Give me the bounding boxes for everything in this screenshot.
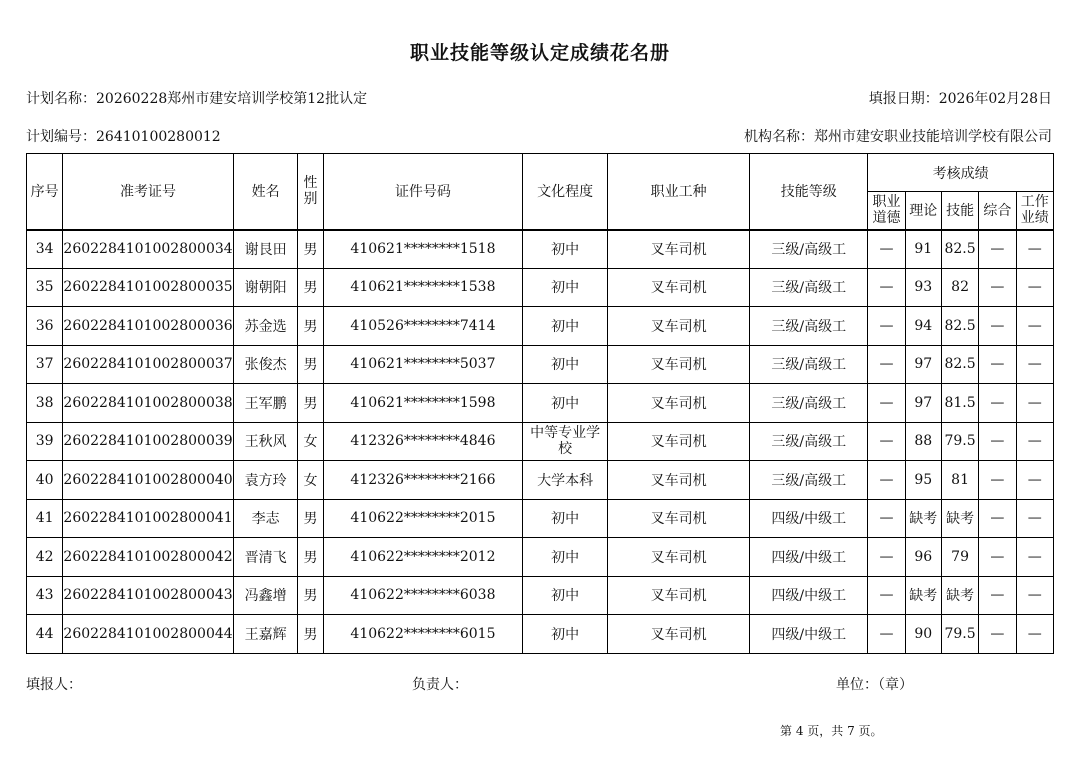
cell-ticket: 2602284101002800037	[63, 345, 233, 384]
cell-overall: —	[979, 576, 1016, 615]
cell-skill: 82	[941, 268, 978, 307]
cell-level: 四级/中级工	[750, 538, 868, 577]
table-row	[27, 499, 1054, 538]
cell-job: 叉车司机	[608, 307, 750, 346]
header-job: 职业工种	[608, 154, 750, 230]
cell-seq: 36	[27, 307, 63, 346]
table-row	[27, 268, 1054, 307]
cell-seq: 37	[27, 345, 63, 384]
cell-overall: —	[979, 345, 1016, 384]
cell-theory: 95	[905, 461, 941, 500]
cell-job: 叉车司机	[608, 461, 750, 500]
header-seq: 序号	[27, 154, 63, 230]
cell-work: —	[1016, 345, 1053, 384]
cell-job: 叉车司机	[608, 268, 750, 307]
table-body	[27, 230, 1054, 654]
cell-name: 王军鹏	[233, 384, 298, 423]
cell-work: —	[1016, 384, 1053, 423]
header-overall: 综合	[979, 192, 1016, 230]
cell-gender: 男	[298, 615, 323, 654]
plan-name: 计划名称：20260228郑州市建安培训学校第12批认定	[26, 91, 368, 107]
cell-job: 叉车司机	[608, 345, 750, 384]
cell-job: 叉车司机	[608, 576, 750, 615]
cell-ticket: 2602284101002800043	[63, 576, 233, 615]
cell-id-no: 410622********2015	[323, 499, 523, 538]
cell-ticket: 2602284101002800044	[63, 615, 233, 654]
cell-level: 三级/高级工	[750, 268, 868, 307]
cell-name: 谢朝阳	[233, 268, 298, 307]
cell-work: —	[1016, 576, 1053, 615]
table-row	[27, 230, 1054, 269]
cell-gender: 女	[298, 422, 323, 461]
cell-work: —	[1016, 422, 1053, 461]
cell-skill: 81.5	[941, 384, 978, 423]
cell-work: —	[1016, 538, 1053, 577]
cell-name: 袁方玲	[233, 461, 298, 500]
cell-skill: 81	[941, 461, 978, 500]
cell-theory: 94	[905, 307, 941, 346]
cell-education: 大学本科	[523, 461, 608, 500]
cell-work: —	[1016, 461, 1053, 500]
cell-ticket: 2602284101002800041	[63, 499, 233, 538]
cell-education: 初中	[523, 576, 608, 615]
cell-work: —	[1016, 307, 1053, 346]
cell-ethics: —	[868, 268, 905, 307]
cell-name: 王秋风	[233, 422, 298, 461]
header-scores: 考核成绩	[868, 154, 1054, 192]
cell-overall: —	[979, 307, 1016, 346]
cell-ethics: —	[868, 307, 905, 346]
header-name: 姓名	[233, 154, 298, 230]
table-row	[27, 615, 1054, 654]
cell-ticket: 2602284101002800039	[63, 422, 233, 461]
header-skill: 技能	[941, 192, 978, 230]
table-row	[27, 461, 1054, 500]
cell-ethics: —	[868, 230, 905, 269]
cell-level: 三级/高级工	[750, 307, 868, 346]
cell-education: 初中	[523, 384, 608, 423]
cell-education: 初中	[523, 615, 608, 654]
cell-name: 王嘉辉	[233, 615, 298, 654]
cell-job: 叉车司机	[608, 230, 750, 269]
cell-overall: —	[979, 461, 1016, 500]
cell-level: 三级/高级工	[750, 230, 868, 269]
cell-gender: 男	[298, 345, 323, 384]
cell-gender: 男	[298, 268, 323, 307]
header-ticket: 准考证号	[63, 154, 233, 230]
table-row	[27, 307, 1054, 346]
cell-seq: 41	[27, 499, 63, 538]
cell-name: 冯鑫增	[233, 576, 298, 615]
cell-theory: 93	[905, 268, 941, 307]
cell-skill: 82.5	[941, 230, 978, 269]
header-gender: 性别	[298, 154, 323, 230]
cell-overall: —	[979, 422, 1016, 461]
cell-name: 晋清飞	[233, 538, 298, 577]
cell-skill: 82.5	[941, 307, 978, 346]
cell-work: —	[1016, 268, 1053, 307]
cell-ticket: 2602284101002800036	[63, 307, 233, 346]
cell-name: 苏金选	[233, 307, 298, 346]
cell-theory: 91	[905, 230, 941, 269]
cell-gender: 男	[298, 384, 323, 423]
cell-id-no: 412326********2166	[323, 461, 523, 500]
cell-work: —	[1016, 615, 1053, 654]
table-row	[27, 538, 1054, 577]
table-row	[27, 384, 1054, 423]
cell-education: 初中	[523, 499, 608, 538]
cell-level: 四级/中级工	[750, 576, 868, 615]
cell-level: 四级/中级工	[750, 499, 868, 538]
cell-theory: 90	[905, 615, 941, 654]
cell-education: 中等专业学校	[523, 422, 608, 461]
cell-overall: —	[979, 615, 1016, 654]
cell-job: 叉车司机	[608, 384, 750, 423]
cell-level: 四级/中级工	[750, 615, 868, 654]
cell-id-no: 410621********5037	[323, 345, 523, 384]
cell-education: 初中	[523, 230, 608, 269]
cell-name: 张俊杰	[233, 345, 298, 384]
cell-id-no: 410622********6015	[323, 615, 523, 654]
cell-seq: 44	[27, 615, 63, 654]
cell-skill: 79.5	[941, 615, 978, 654]
cell-name: 李志	[233, 499, 298, 538]
cell-ticket: 2602284101002800038	[63, 384, 233, 423]
cell-overall: —	[979, 230, 1016, 269]
cell-seq: 42	[27, 538, 63, 577]
cell-ethics: —	[868, 384, 905, 423]
cell-ticket: 2602284101002800035	[63, 268, 233, 307]
cell-theory: 88	[905, 422, 941, 461]
cell-level: 三级/高级工	[750, 422, 868, 461]
header-theory: 理论	[905, 192, 941, 230]
cell-gender: 男	[298, 307, 323, 346]
cell-theory: 97	[905, 345, 941, 384]
cell-seq: 35	[27, 268, 63, 307]
header-education: 文化程度	[523, 154, 608, 230]
cell-job: 叉车司机	[608, 499, 750, 538]
cell-theory: 缺考	[905, 576, 941, 615]
document-title: 职业技能等级认定成绩花名册	[409, 42, 670, 64]
organization-name: 机构名称：郑州市建安职业技能培训学校有限公司	[744, 129, 1052, 145]
cell-id-no: 410621********1518	[323, 230, 523, 269]
cell-gender: 男	[298, 576, 323, 615]
cell-overall: —	[979, 384, 1016, 423]
cell-id-no: 410622********2012	[323, 538, 523, 577]
cell-overall: —	[979, 499, 1016, 538]
table-row	[27, 422, 1054, 461]
filler-label: 填报人：	[26, 677, 82, 693]
unit-seal-label: 单位：（章）	[836, 677, 913, 693]
table-row	[27, 345, 1054, 384]
cell-seq: 39	[27, 422, 63, 461]
cell-id-no: 410621********1538	[323, 268, 523, 307]
header-ethics: 职业道德	[868, 192, 905, 230]
cell-gender: 男	[298, 538, 323, 577]
cell-education: 初中	[523, 307, 608, 346]
cell-education: 初中	[523, 345, 608, 384]
cell-ethics: —	[868, 615, 905, 654]
cell-seq: 43	[27, 576, 63, 615]
cell-seq: 34	[27, 230, 63, 269]
cell-ticket: 2602284101002800042	[63, 538, 233, 577]
cell-skill: 79	[941, 538, 978, 577]
cell-skill: 79.5	[941, 422, 978, 461]
cell-ethics: —	[868, 345, 905, 384]
header-work: 工作业绩	[1016, 192, 1053, 230]
cell-education: 初中	[523, 268, 608, 307]
cell-theory: 97	[905, 384, 941, 423]
cell-theory: 缺考	[905, 499, 941, 538]
cell-ethics: —	[868, 576, 905, 615]
cell-ethics: —	[868, 461, 905, 500]
cell-seq: 38	[27, 384, 63, 423]
cell-education: 初中	[523, 538, 608, 577]
cell-ethics: —	[868, 422, 905, 461]
cell-id-no: 412326********4846	[323, 422, 523, 461]
cell-level: 三级/高级工	[750, 461, 868, 500]
score-roster-table	[26, 153, 1054, 654]
cell-gender: 女	[298, 461, 323, 500]
cell-gender: 男	[298, 499, 323, 538]
cell-overall: —	[979, 268, 1016, 307]
cell-work: —	[1016, 230, 1053, 269]
cell-name: 谢艮田	[233, 230, 298, 269]
report-date: 填报日期：2026年02月28日	[868, 91, 1052, 107]
cell-seq: 40	[27, 461, 63, 500]
cell-overall: —	[979, 538, 1016, 577]
header-level: 技能等级	[750, 154, 868, 230]
table-row	[27, 576, 1054, 615]
cell-theory: 96	[905, 538, 941, 577]
cell-ticket: 2602284101002800040	[63, 461, 233, 500]
supervisor-label: 负责人：	[412, 677, 468, 693]
cell-skill: 82.5	[941, 345, 978, 384]
plan-number: 计划编号：26410100280012	[26, 129, 221, 145]
cell-ethics: —	[868, 499, 905, 538]
cell-gender: 男	[298, 230, 323, 269]
page-indicator: 第 4 页，共 7 页。	[780, 724, 883, 738]
cell-ethics: —	[868, 538, 905, 577]
cell-job: 叉车司机	[608, 538, 750, 577]
cell-id-no: 410622********6038	[323, 576, 523, 615]
cell-ticket: 2602284101002800034	[63, 230, 233, 269]
cell-work: —	[1016, 499, 1053, 538]
cell-id-no: 410621********1598	[323, 384, 523, 423]
cell-job: 叉车司机	[608, 615, 750, 654]
cell-level: 三级/高级工	[750, 384, 868, 423]
cell-job: 叉车司机	[608, 422, 750, 461]
header-id-number: 证件号码	[323, 154, 523, 230]
cell-skill: 缺考	[941, 499, 978, 538]
cell-skill: 缺考	[941, 576, 978, 615]
cell-level: 三级/高级工	[750, 345, 868, 384]
cell-id-no: 410526********7414	[323, 307, 523, 346]
